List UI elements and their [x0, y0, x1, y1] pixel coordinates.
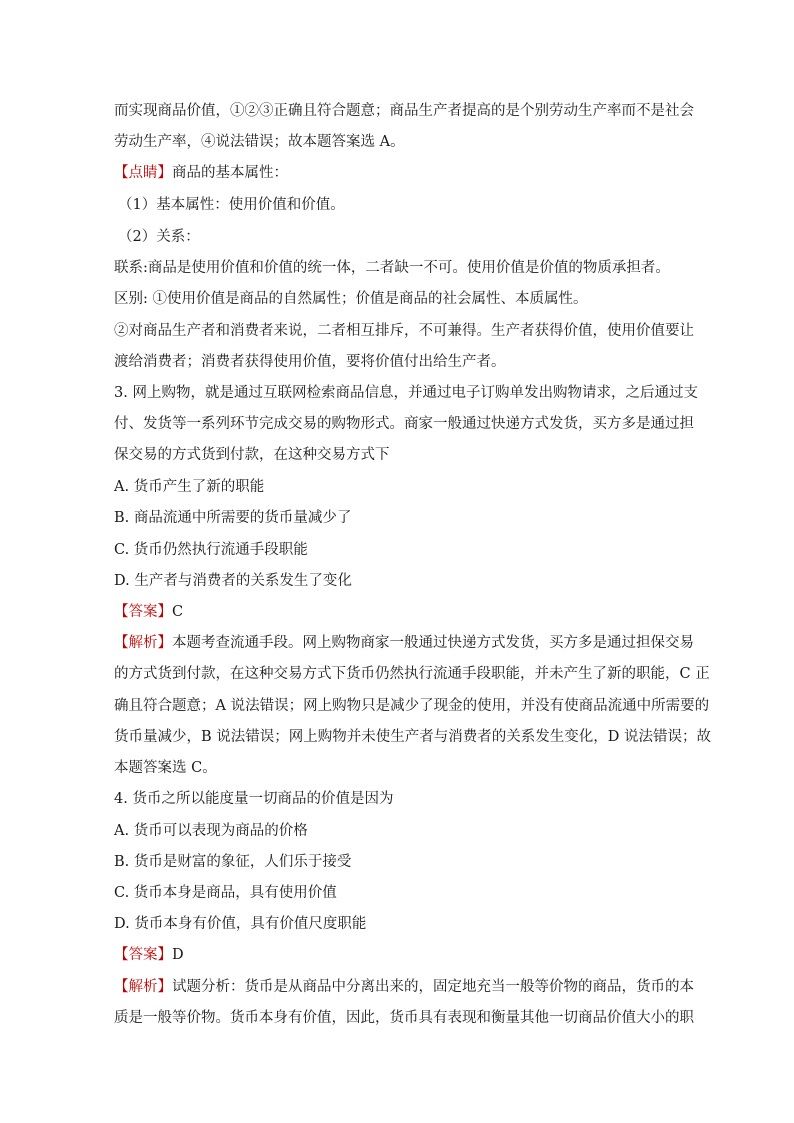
- text-line: （2）关系：: [118, 229, 200, 245]
- text-line: 联系:商品是使用价值和价值的统一体，二者缺一不可。使用价值是价值的物质承担者。: [114, 260, 670, 276]
- answer-value: D: [172, 947, 184, 963]
- analysis-line: [114, 633, 694, 653]
- option-c: C. 货币仍然执行流通手段职能: [114, 542, 308, 558]
- text-line: （1）基本属性：使用价值和价值。: [118, 197, 345, 213]
- text-line: ②对商品生产者和消费者来说，二者相互排斥，不可兼得。生产者获得价值，使用价值要让: [114, 323, 694, 339]
- analysis-tag: 【解析】: [114, 635, 172, 651]
- question-3-stem: 3. 网上购物，就是通过互联网检索商品信息，并通过电子订购单发出购物请求，之后通过支: [114, 385, 698, 401]
- text-line: 的方式货到付款，在这种交易方式下货币仍然执行流通手段职能，并未产生了新的职能，C 正: [114, 666, 710, 682]
- option-d: D. 货币本身有价值，具有价值尺度职能: [114, 916, 367, 932]
- analysis-text: 试题分析：货币是从商品中分离出来的，固定地充当一般等价物的商品，货币的本: [172, 979, 694, 995]
- text-line: 质是一般等价物。货币本身有价值，因此，货币具有表现和衡量其他一切商品价值大小的职: [114, 1010, 694, 1026]
- text-line: 货币量减少，B 说法错误；网上购物并未使生产者与消费者的关系发生变化，D 说法错误；故: [114, 729, 711, 745]
- text-line: 确且符合题意；A 说法错误；网上购物只是减少了现金的使用，并没有使商品流通中所需要的: [114, 698, 710, 714]
- analysis-line: [114, 977, 694, 997]
- answer-line: [114, 602, 183, 622]
- text-line: 而实现商品价值，①②③正确且符合题意；商品生产者提高的是个别劳动生产率而不是社会: [114, 103, 694, 119]
- option-a: A. 货币产生了新的职能: [114, 479, 265, 495]
- dianjing-text: 商品的基本属性：: [172, 165, 288, 181]
- answer-line: [114, 945, 184, 965]
- option-b: B. 商品流通中所需要的货币量减少了: [114, 510, 352, 526]
- option-c: C. 货币本身是商品，具有使用价值: [114, 885, 337, 901]
- text-line: 保交易的方式货到付款，在这种交易方式下: [114, 447, 390, 463]
- analysis-tag: 【解析】: [114, 979, 172, 995]
- answer-tag: 【答案】: [114, 604, 172, 620]
- analysis-text: 本题考查流通手段。网上购物商家一般通过快递方式发货，买方多是通过担保交易: [172, 635, 694, 651]
- text-line: 渡给消费者；消费者获得使用价值，要将价值付出给生产者。: [114, 354, 506, 370]
- answer-value: C: [172, 604, 184, 620]
- option-a: A. 货币可以表现为商品的价格: [114, 823, 308, 839]
- option-b: B. 货币是财富的象征，人们乐于接受: [114, 854, 352, 870]
- dianjing-tag: 【点睛】: [114, 165, 172, 181]
- text-line: 区别: ①使用价值是商品的自然属性；价值是商品的社会属性、本质属性。: [114, 291, 588, 307]
- answer-tag: 【答案】: [114, 947, 172, 963]
- text-line: 本题答案选 C。: [114, 760, 217, 776]
- question-4-stem: 4. 货币之所以能度量一切商品的价值是因为: [114, 791, 394, 807]
- text-line: 劳动生产率，④说法错误；故本题答案选 A。: [114, 134, 405, 150]
- dianjing-line: [114, 163, 288, 183]
- text-line: 付、发货等一系列环节完成交易的购物形式。商家一般通过快递方式发货，买方多是通过担: [114, 416, 694, 432]
- option-d: D. 生产者与消费者的关系发生了变化: [114, 573, 352, 589]
